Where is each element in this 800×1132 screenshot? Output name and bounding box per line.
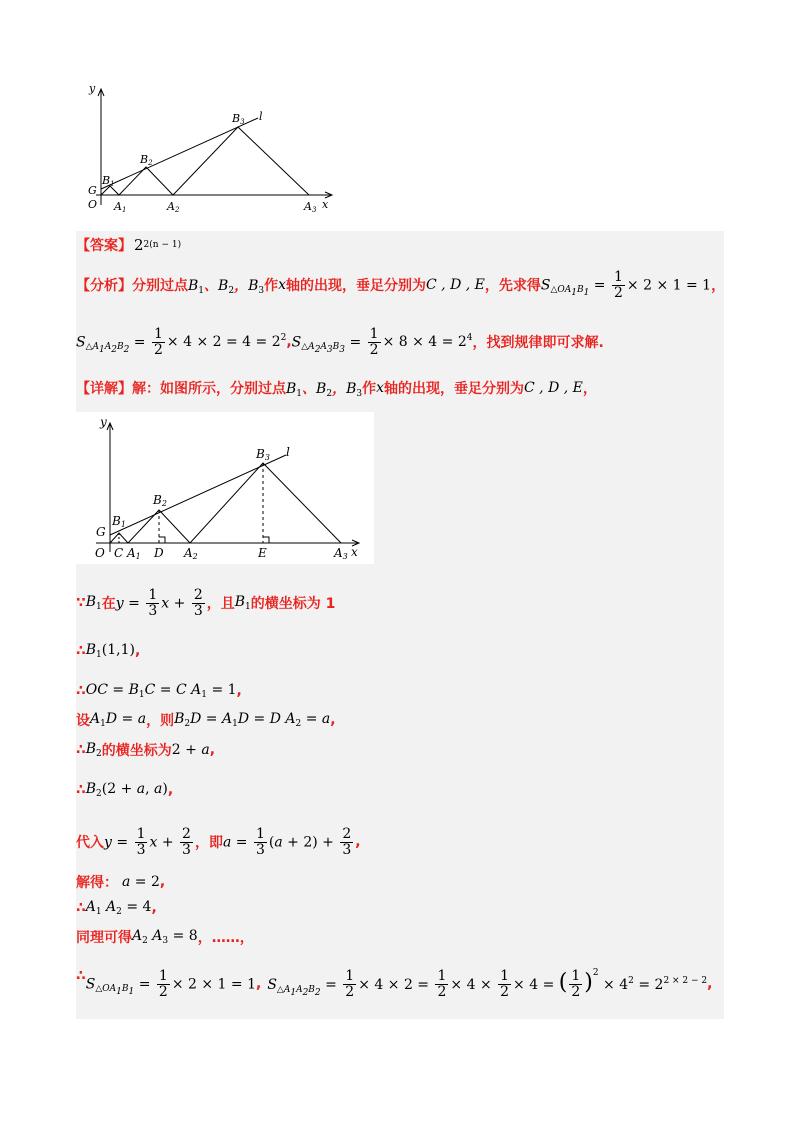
analysis-line-1: 【分析】 分别过点 $B_1$、$B_2$，$B_3$ 作 x 轴的出现，垂足分别为 C , D , E ，先求得 $S_{\triangle OA_1B_1}$ = $\frac{1}{2}$ × 2 × 1 = 1 ， <box>76 268 726 301</box>
right-angle-d <box>159 537 165 543</box>
step-11: ∴ $S_{\triangle OA_1B_1}$ = $\frac{1}{2}$ × 2 × 1 = 1 , $S_{\triangle A_1A_2B_2}$ = $\frac{1}{2}$ × 4 × 2 = $\frac{1}{2}$ × 4 × $\frac{1}{2}$ × 4 = ( $\frac{1}{2}$ )$^2 \times 4^2 = 2^{2 \times 2 - 2}$ , <box>76 967 713 1001</box>
label-b1: B1 <box>112 514 126 529</box>
label-a3: A3 <box>304 200 317 214</box>
label-y: y <box>100 415 107 429</box>
label-b1: B1 <box>102 174 115 188</box>
label-d: D <box>154 546 164 560</box>
answer-line <box>76 234 181 256</box>
step-10: 同理可得 $A_2$ $A_3 = 8$ ，……， <box>76 928 254 946</box>
label-e: E <box>258 546 267 560</box>
step-4: 设 $A_1D = a$ ，则 $B_2D = A_1D = D$ $A_2 = a$ , <box>76 711 336 729</box>
step-8: 解得： a = 2 , <box>76 874 166 891</box>
answer-exponent: 2(n − 1) <box>143 240 182 250</box>
label-y: y <box>89 82 96 95</box>
line-l <box>101 118 258 189</box>
label-g: G <box>96 525 106 539</box>
label-x: x <box>351 545 358 559</box>
math-area-1: $S_{\triangle OA_1B_1}$ = $\frac{1}{2}$ × 2 × 1 = 1 <box>540 268 712 301</box>
analysis-line-2: $S_{\triangle A_1A_2B_2}$ = $\frac{1}{2}$ × $4 \times 2 = 4 = 2^2$ , $S_{\triangle A_2A_3B_3}$ = $\frac{1}{2}$ × $8 \times 4 = 2^4$ ， 找到规律即可求解. <box>76 325 604 358</box>
label-b3: B3 <box>232 112 245 126</box>
math-line-eq: y = $\frac{1}{3}$ x + $\frac{2}{3}$ <box>115 586 203 619</box>
label-l: l <box>286 445 290 459</box>
label-a1: A1 <box>114 200 127 214</box>
label-a2: A2 <box>167 200 180 214</box>
label-a2: A2 <box>184 546 198 561</box>
label-o: O <box>88 198 98 211</box>
math-final-1: $S_{\triangle OA_1B_1}$ = $\frac{1}{2}$ × 2 × 1 = 1 <box>85 967 256 1000</box>
math-final-2: $S_{\triangle A_1A_2B_2}$ = $\frac{1}{2}$ × 4 × 2 = $\frac{1}{2}$ × 4 × $\frac{1}{2}$ × 4 = ( $\frac{1}{2}$ )$^2 \times 4^2 = 2^{2 \times 2 - 2}$ <box>267 967 708 1001</box>
answer-tag: 【答案】 <box>76 238 132 254</box>
step-2: ∴ $B_1(1,1)$ , <box>76 642 141 660</box>
figure-1 <box>76 80 340 215</box>
zigzag <box>101 127 309 195</box>
step-5: ∴ $B_2$ 的横坐标为 2 + a , <box>76 741 216 759</box>
math-area-2: $S_{\triangle A_1A_2B_2}$ = $\frac{1}{2}$ × $4 \times 2 = 4 = 2^2$ <box>76 325 287 358</box>
step-3: ∴ OC = $B_1C = C$ $A_1 = 1$ , <box>76 682 242 700</box>
detail-tag: 【详解】 <box>76 381 132 397</box>
step-9: ∴ $A_1$ $A_2 = 4$ , <box>76 899 157 917</box>
label-c: C <box>114 546 124 560</box>
label-b2: B2 <box>140 153 153 167</box>
math-b1-b2-b3: $B_1$、$B_2$，$B_3$ <box>188 277 265 296</box>
step-6: ∴ $B_2(2 + a$, a) , <box>76 781 174 799</box>
label-b3: B3 <box>256 447 270 462</box>
label-a3: A3 <box>334 546 348 561</box>
step-7: 代入 y = $\frac{1}{3}$ x + $\frac{2}{3}$ ，即 a = $\frac{1}{3}$ (a + 2) + $\frac{2}{3}$ , <box>76 825 361 858</box>
step-1: ∵ $B_1$ 在 y = $\frac{1}{3}$ x + $\frac{2}{3}$ ，且 $B_1$ 的横坐标为 1 <box>76 586 336 619</box>
figure-2 <box>76 412 374 564</box>
label-l: l <box>259 110 263 123</box>
math-area-3: $S_{\triangle A_2A_3B_3}$ = $\frac{1}{2}$ × $8 \times 4 = 2^4$ <box>291 325 473 358</box>
label-a1: A1 <box>127 546 141 561</box>
right-angle-e <box>263 537 269 543</box>
analysis-tag: 【分析】 <box>76 278 132 294</box>
answer-base: 2 <box>134 236 144 254</box>
label-b2: B2 <box>153 493 167 508</box>
detail-line: 【详解】 解：如图所示，分别过点 $B_1$、$B_2$，$B_3$ 作 x 轴的出现，垂足分别为 C , D , E ， <box>76 380 597 399</box>
label-o: O <box>95 546 105 560</box>
label-g: G <box>88 184 97 197</box>
label-x: x <box>322 198 329 211</box>
zigzag <box>110 463 341 543</box>
